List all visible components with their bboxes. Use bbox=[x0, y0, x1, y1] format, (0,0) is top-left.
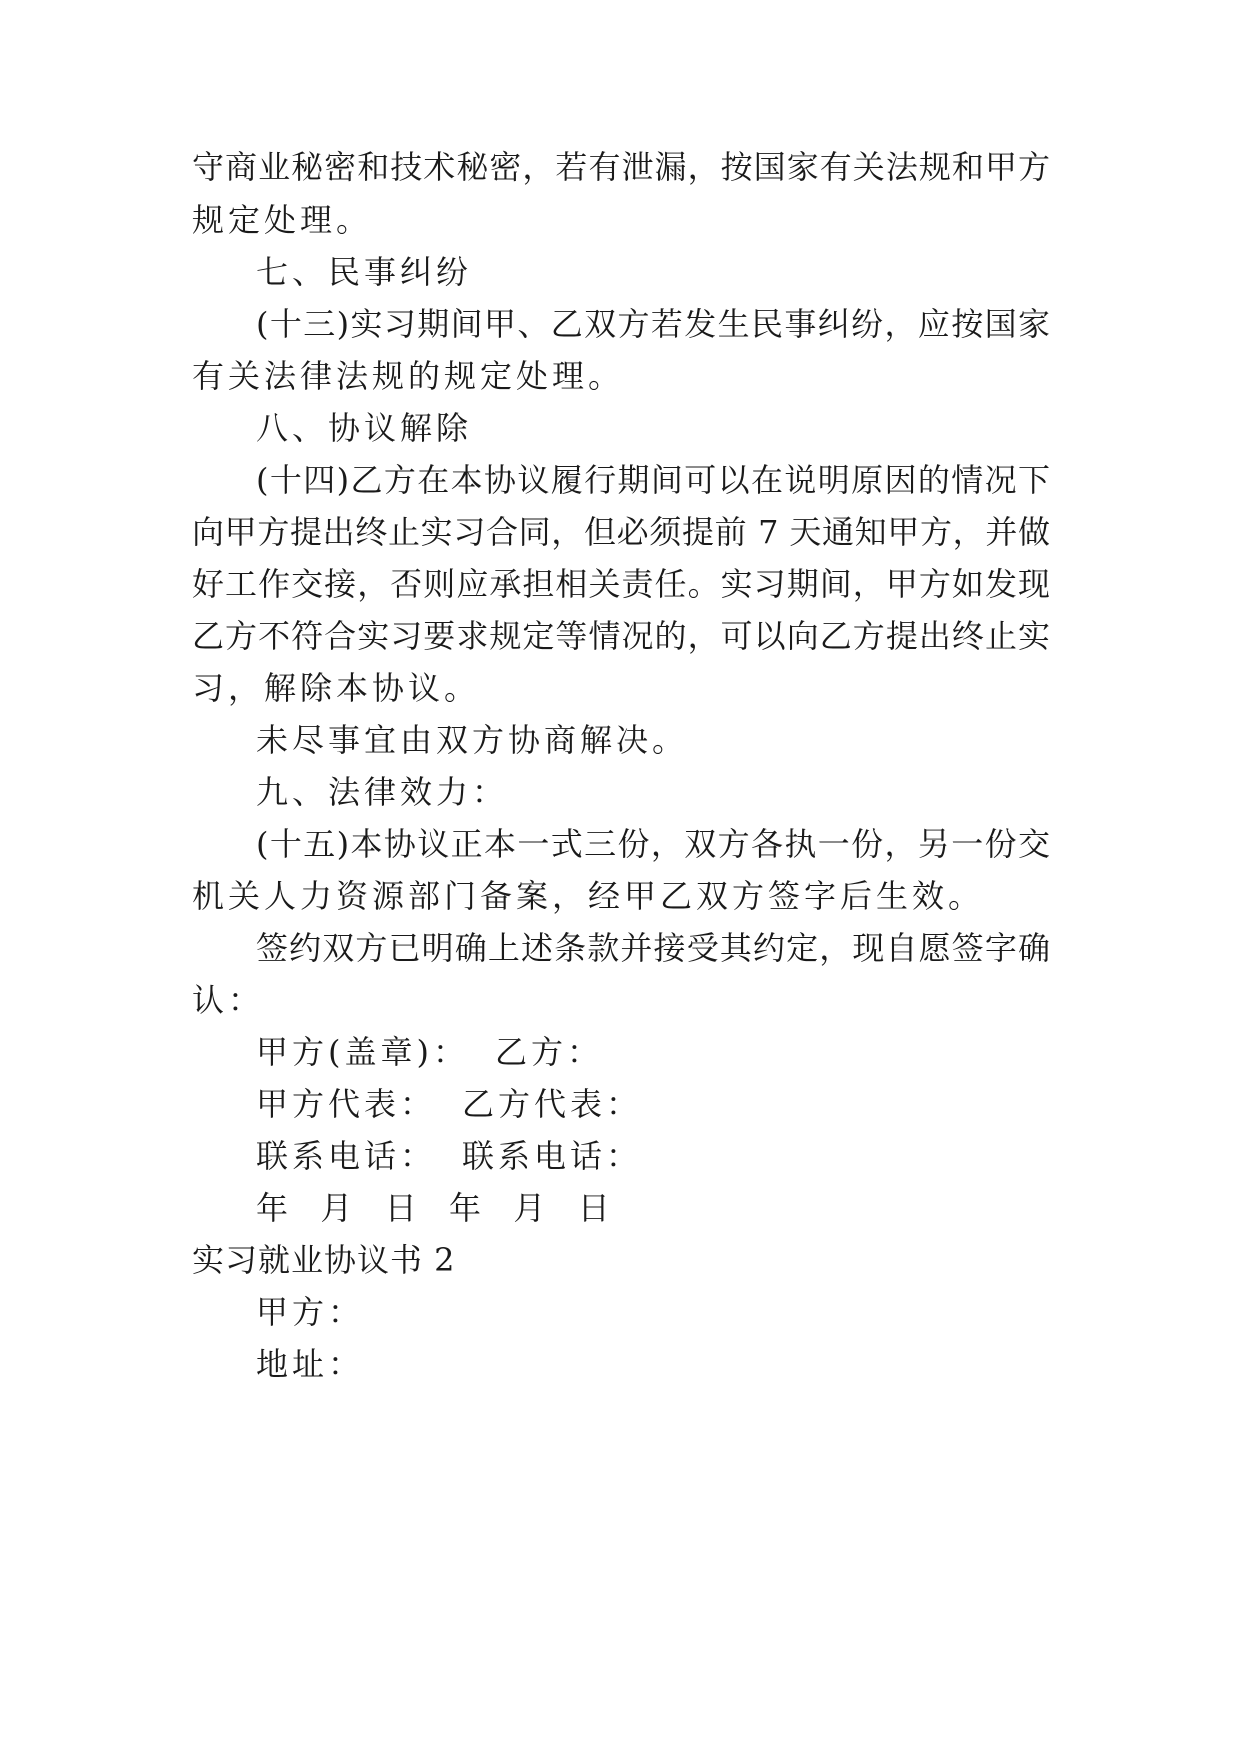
section-heading: 九、法律效力： bbox=[256, 773, 509, 811]
section2-title: 实习就业协议书 2 bbox=[192, 1241, 456, 1279]
paragraph-line: (十三)实习期间甲、乙双方若发生民事纠纷，应按国家 bbox=[256, 305, 1050, 343]
paragraph-line: (十五)本协议正本一式三份，双方各执一份，另一份交 bbox=[256, 825, 1050, 863]
party-b-rep-label: 乙方代表： bbox=[462, 1085, 643, 1123]
party-a-rep-label: 甲方代表： bbox=[256, 1085, 437, 1123]
paragraph-line: 签约双方已明确上述条款并接受其约定，现自愿签字确 bbox=[256, 929, 1050, 967]
section-heading: 八、协议解除 bbox=[256, 409, 473, 447]
paragraph-line: 机关人力资源部门备案，经甲乙双方签字后生效。 bbox=[192, 877, 985, 915]
address-field-label: 地址： bbox=[256, 1345, 365, 1383]
paragraph-line: 守商业秘密和技术秘密，若有泄漏，按国家有关法规和甲方 bbox=[192, 148, 1050, 186]
paragraph-line: 认： bbox=[192, 981, 265, 1019]
paragraph-line: 有关法律法规的规定处理。 bbox=[192, 357, 625, 395]
phone-a-label: 联系电话： bbox=[256, 1137, 437, 1175]
party-a-seal-label: 甲方(盖章)： bbox=[256, 1033, 469, 1071]
paragraph-line: 未尽事宜由双方协商解决。 bbox=[256, 721, 689, 759]
section-heading: 七、民事纠纷 bbox=[256, 253, 473, 291]
paragraph-line: (十四)乙方在本协议履行期间可以在说明原因的情况下 bbox=[256, 461, 1050, 499]
signature-row-representative bbox=[256, 1084, 642, 1124]
party-a-field-label: 甲方： bbox=[256, 1293, 365, 1331]
paragraph-line: 向甲方提出终止实习合同，但必须提前 7 天通知甲方，并做 bbox=[192, 513, 1050, 551]
paragraph-line: 规定处理。 bbox=[192, 201, 373, 239]
date-line: 年 月 日 年 月 日 bbox=[256, 1189, 614, 1227]
signature-row-seal bbox=[256, 1032, 603, 1072]
paragraph-line: 习，解除本协议。 bbox=[192, 669, 481, 707]
phone-b-label: 联系电话： bbox=[462, 1137, 643, 1175]
signature-row-phone bbox=[256, 1136, 642, 1176]
party-b-label: 乙方： bbox=[494, 1033, 603, 1071]
paragraph-line: 乙方不符合实习要求规定等情况的，可以向乙方提出终止实 bbox=[192, 617, 1050, 655]
paragraph-line: 好工作交接，否则应承担相关责任。实习期间，甲方如发现 bbox=[192, 565, 1050, 603]
